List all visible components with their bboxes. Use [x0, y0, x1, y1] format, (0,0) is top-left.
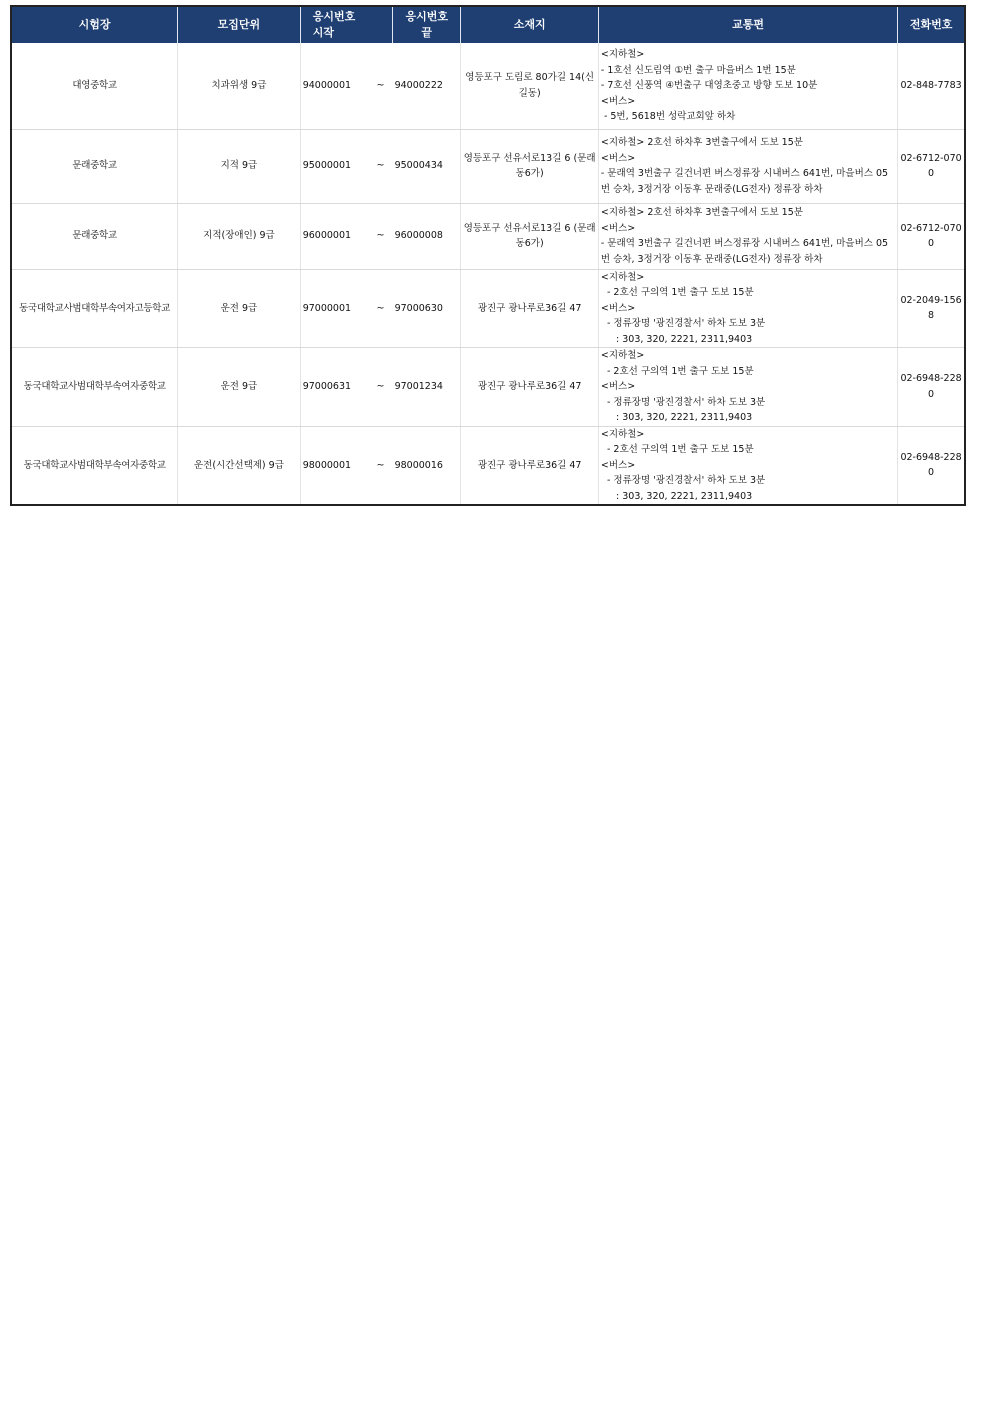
- site-cell: 동국대학교사범대학부속여자고등학교: [11, 269, 178, 348]
- start-number-cell: 96000001: [300, 203, 368, 269]
- transport-line: : 303, 320, 2221, 2311,9403: [600, 490, 753, 502]
- range-tilde: ~: [368, 43, 392, 129]
- phone-cell: 02-848-7783: [898, 43, 965, 129]
- end-number-cell: 98000016: [393, 426, 461, 505]
- phone-cell: 02-6948-2280: [900, 451, 962, 479]
- unit-cell: 운전 9급: [178, 269, 301, 348]
- exam-venue-table: [10, 5, 966, 506]
- transport-line: <지하철>: [600, 271, 645, 283]
- address-cell: 영등포구 도림로 80가길 14(신길동): [461, 43, 599, 129]
- phone-cell: 02-6712-0700: [898, 129, 965, 203]
- table-body: [11, 43, 965, 505]
- transport-line: - 1호선 신도림역 ①번 출구 마을버스 1번 15분: [600, 64, 796, 76]
- transport-line: - 정류장명 '광진경찰서' 하차 도보 3분: [600, 475, 766, 486]
- header-transport: 교통편: [598, 6, 897, 43]
- header-site: 시험장: [11, 6, 178, 43]
- table-row: [11, 426, 965, 505]
- unit-cell: 지적 9급: [178, 129, 301, 203]
- range-tilde: ~: [368, 203, 392, 269]
- unit-cell: 치과위생 9급: [178, 43, 301, 129]
- address-cell: 영등포구 선유서로13길 6 (문래동6가): [461, 129, 599, 203]
- transport-line: - 정류장명 '광진경찰서' 하차 도보 3분: [600, 396, 766, 408]
- transport-line: <버스>: [600, 152, 636, 164]
- start-number-cell: 94000001: [300, 43, 368, 129]
- header-unit: 모집단위: [178, 6, 301, 43]
- transport-cell: [598, 43, 897, 129]
- transport-line: <버스>: [600, 381, 636, 392]
- end-number-cell: 95000434: [393, 129, 461, 203]
- transport-line: - 문래역 3번출구 길건너편 버스정류장 시내버스 641번, 마을버스 05번 승차, 3정거장 이동후 문래중(LG전자) 정류장 하차: [600, 238, 889, 265]
- start-number-cell: 98000001: [302, 459, 352, 471]
- transport-line: <지하철>: [600, 49, 645, 60]
- transport-cell: [598, 203, 897, 269]
- header-phone: 전화번호: [898, 6, 965, 43]
- table-row: [11, 203, 965, 269]
- transport-cell: [598, 426, 897, 505]
- unit-cell: 운전 9급: [178, 348, 301, 427]
- phone-cell: 02-6948-2280: [898, 348, 965, 427]
- address-cell: 광진구 광나루로36길 47: [461, 348, 599, 427]
- address-cell: 광진구 광나루로36길 47: [461, 269, 599, 348]
- range-tilde: ~: [368, 269, 392, 348]
- transport-line: - 2호선 구의역 1번 출구 도보 15분: [600, 444, 754, 455]
- transport-line: <버스>: [600, 459, 636, 471]
- table-row: [11, 43, 965, 129]
- range-tilde: ~: [368, 129, 392, 203]
- transport-line: <지하철>: [600, 428, 645, 440]
- transport-line: <버스>: [600, 302, 636, 314]
- transport-line: <지하철> 2호선 하차후 3번출구에서 도보 15분: [600, 207, 803, 218]
- site-cell: 대영중학교: [11, 43, 178, 129]
- transport-line: - 2호선 구의역 1번 출구 도보 15분: [600, 287, 754, 298]
- phone-cell: 02-6712-0700: [898, 203, 965, 269]
- range-tilde: ~: [376, 459, 385, 471]
- table-row: [11, 269, 965, 348]
- transport-line: <버스>: [600, 95, 636, 107]
- site-cell: 동국대학교사범대학부속여자중학교: [11, 426, 178, 505]
- end-number-cell: 96000008: [393, 203, 461, 269]
- transport-cell: [598, 269, 897, 348]
- start-number-cell: 97000631: [300, 348, 368, 427]
- transport-line: - 문래역 3번출구 길건너편 버스정류장 시내버스 641번, 마을버스 05번 승차, 3정거장 이동후 문래중(LG전자) 정류장 하차: [600, 168, 889, 195]
- table-row: [11, 348, 965, 427]
- transport-line: - 정류장명 '광진경찰서' 하차 도보 3분: [600, 318, 766, 329]
- range-tilde: ~: [368, 348, 392, 427]
- table-row: [11, 129, 965, 203]
- address-cell: 광진구 광나루로36길 47: [461, 426, 599, 505]
- unit-cell: 운전(시간선택제) 9급: [178, 426, 301, 505]
- unit-cell: 지적(장애인) 9급: [178, 203, 301, 269]
- transport-line: <지하철>: [600, 350, 645, 361]
- transport-line: : 303, 320, 2221, 2311,9403: [600, 412, 753, 423]
- header-start: 응시번호 시작: [300, 6, 392, 43]
- phone-cell: 02-2049-1568: [898, 269, 965, 348]
- start-number-cell: 97000001: [300, 269, 368, 348]
- end-number-cell: 94000222: [393, 43, 461, 129]
- site-cell: 문래중학교: [11, 129, 178, 203]
- transport-line: <지하철> 2호선 하차후 3번출구에서 도보 15분: [600, 137, 803, 148]
- transport-line: - 7호선 신풍역 ④번출구 대영초중고 방향 도보 10분: [600, 80, 818, 91]
- transport-cell: [598, 129, 897, 203]
- header-row: [11, 6, 965, 43]
- end-number-cell: 97001234: [393, 348, 461, 427]
- address-cell: 영등포구 선유서로13길 6 (문래동6가): [461, 203, 599, 269]
- header-address: 소재지: [461, 6, 599, 43]
- header-end: 응시번호 끝: [393, 6, 461, 43]
- start-number-cell: 95000001: [300, 129, 368, 203]
- site-cell: 동국대학교사범대학부속여자중학교: [11, 348, 178, 427]
- transport-line: - 2호선 구의역 1번 출구 도보 15분: [600, 365, 754, 377]
- end-number-cell: 97000630: [393, 269, 461, 348]
- transport-cell: [598, 348, 897, 427]
- transport-line: <버스>: [600, 222, 636, 234]
- transport-line: - 5번, 5618번 성락교회앞 하차: [600, 111, 736, 122]
- site-cell: 문래중학교: [11, 203, 178, 269]
- transport-line: : 303, 320, 2221, 2311,9403: [600, 333, 753, 345]
